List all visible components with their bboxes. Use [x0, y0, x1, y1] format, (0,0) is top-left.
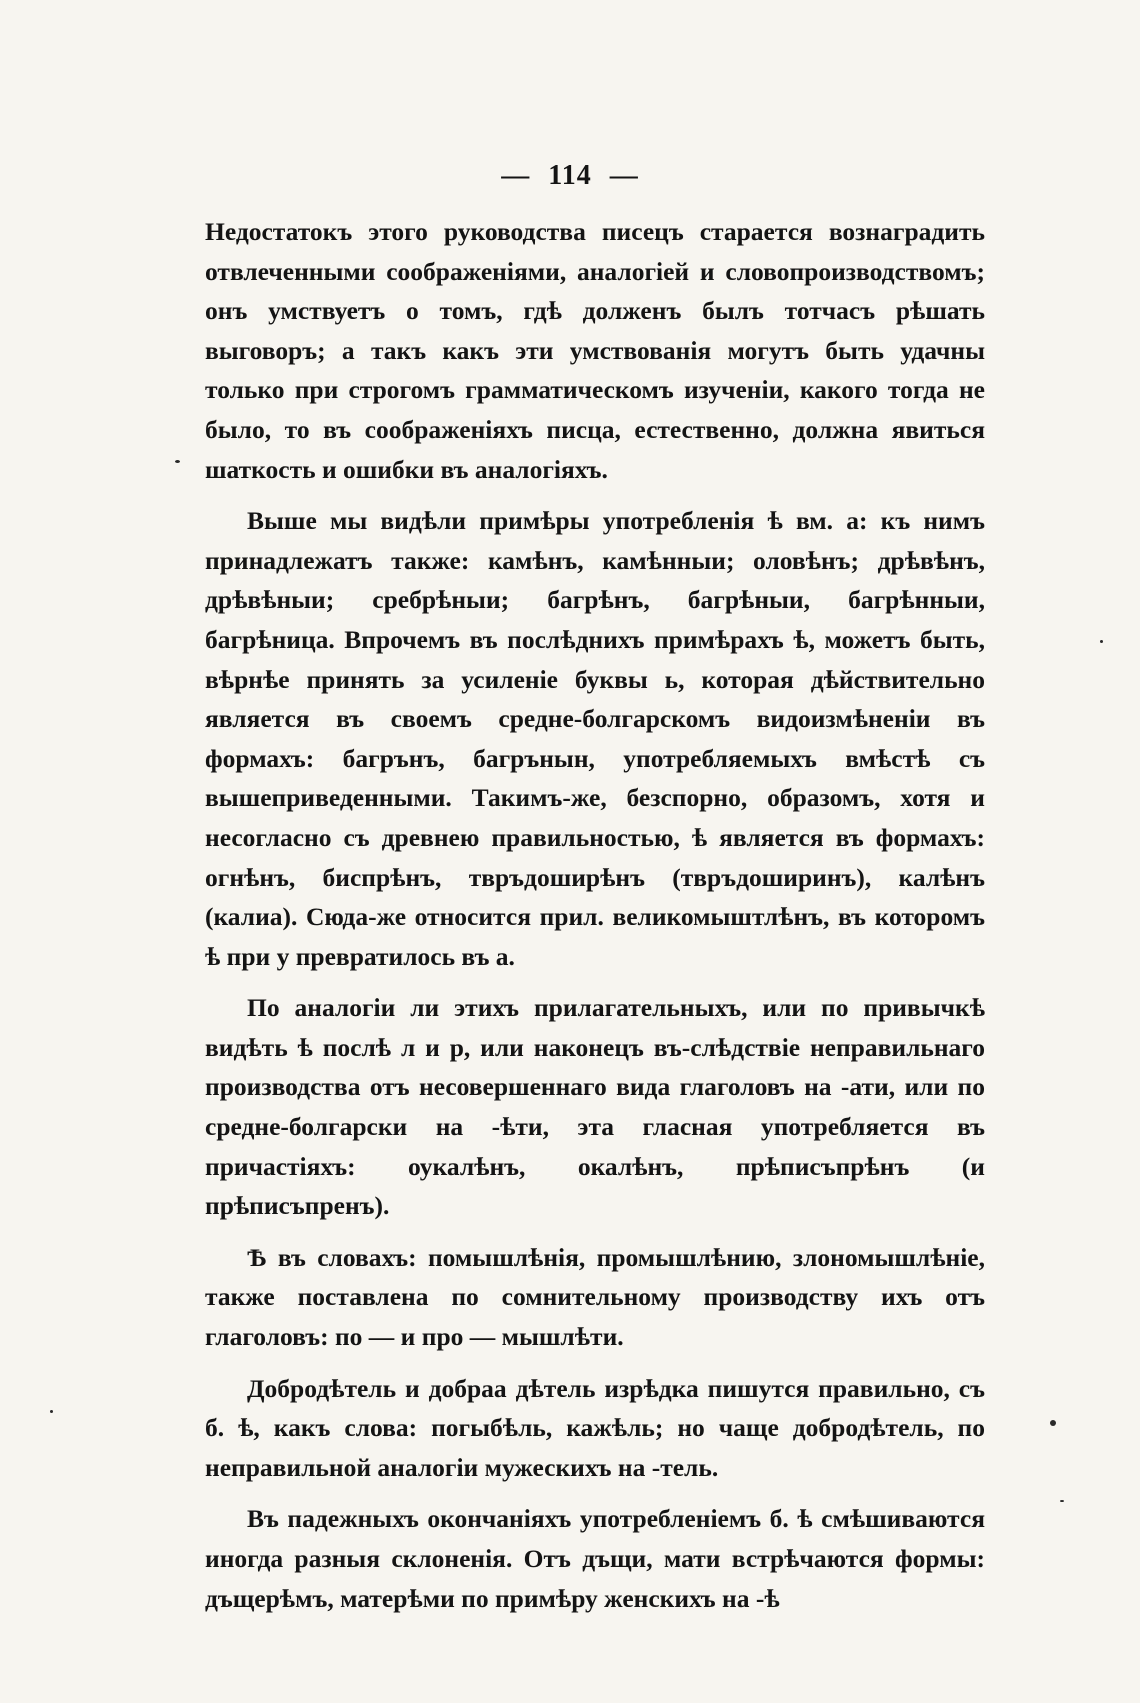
scan-speck: [50, 1410, 53, 1413]
body-text: [205, 212, 985, 1618]
paragraph-1: Недостатокъ этого руководства писецъ старается вознаградить отвлеченными соображеніями, аналогіей и словопроизводствомъ; онъ умствуетъ о томъ, гдѣ долженъ былъ тотчасъ рѣшать выговоръ; а такъ какъ эти умствованія могутъ быть удачны только при строгомъ грамматическомъ изученіи, какого тогда не было, то въ соображеніяхъ писца, естественно, должна явиться шаткость и ошибки въ аналогіяхъ.: [205, 217, 985, 484]
paragraph-5: Добродѣтель и добраа дѣтель изрѣдка пишутся правильно, съ б. ѣ, какъ слова: погыбѣль, кажѣль; но чаще добродѣтель, по неправильной аналогіи мужескихъ на -тель.: [205, 1373, 985, 1482]
page-header: [0, 160, 1140, 192]
paragraph-4: Ѣ въ словахъ: помышлѣнія, промышлѣнию, злономышлѣніе, также поставлена по сомнительному производству ихъ отъ глаголовъ: по — и про — мышлѣти.: [205, 1242, 985, 1352]
scan-speck: [175, 460, 180, 463]
header-dash-left: —: [501, 160, 531, 191]
scan-speck: [1050, 1420, 1056, 1426]
paragraph-6: Въ падежныхъ окончаніяхъ употребленіемъ б. ѣ смѣшиваются иногда разныя склоненія. Отъ дъщи, мати встрѣчаются формы: дъщерѣмъ, матерѣми по примѣру женскихъ на -ѣ: [205, 1504, 985, 1613]
paragraph-3: По аналогіи ли этихъ прилагательныхъ, или по привычкѣ видѣть ѣ послѣ л и р, или наконецъ въ-слѣдствіе неправильнаго производства отъ несовершеннаго вида глаголовъ на -ати, или по средне-болгарски на -ѣти, эта гласная употребляется въ причастіяхъ: оукалѣнъ, окалѣнъ, прѣписъпрѣнъ (и прѣписъпренъ).: [205, 993, 985, 1221]
scan-speck: [1060, 1500, 1064, 1502]
page-number: 114: [548, 160, 592, 191]
header-dash-right: —: [609, 160, 639, 191]
paragraph-2: Выше мы видѣли примѣры употребленія ѣ вм. а: къ нимъ принадлежатъ также: камѣнъ, камѣнныи; оловѣнъ; дрѣвѣнъ, дрѣвѣныи; сребрѣныи; багрѣнъ, багрѣныи, багрѣнныи, багрѣница. Впрочемъ въ послѣднихъ примѣрахъ ѣ, можетъ быть, вѣрнѣе принять за усиленіе буквы ь, которая дѣйствительно является въ своемъ средне-болгарскомъ видоизмѣненіи въ формахъ: багрънъ, багрънын, употребляемыхъ вмѣстѣ съ вышеприведенными. Такимъ-же, безспорно, образомъ, хотя и несогласно съ древнею правильностью, ѣ является въ формахъ: огнѣнъ, биспрѣнъ, твръдоширѣнъ (твръдоширинъ), калѣнъ (калиа). Сюда-же относится прил. великомыштлѣнъ, въ которомъ ѣ при у превратилось въ а.: [205, 506, 985, 971]
scan-speck: [1100, 640, 1103, 643]
